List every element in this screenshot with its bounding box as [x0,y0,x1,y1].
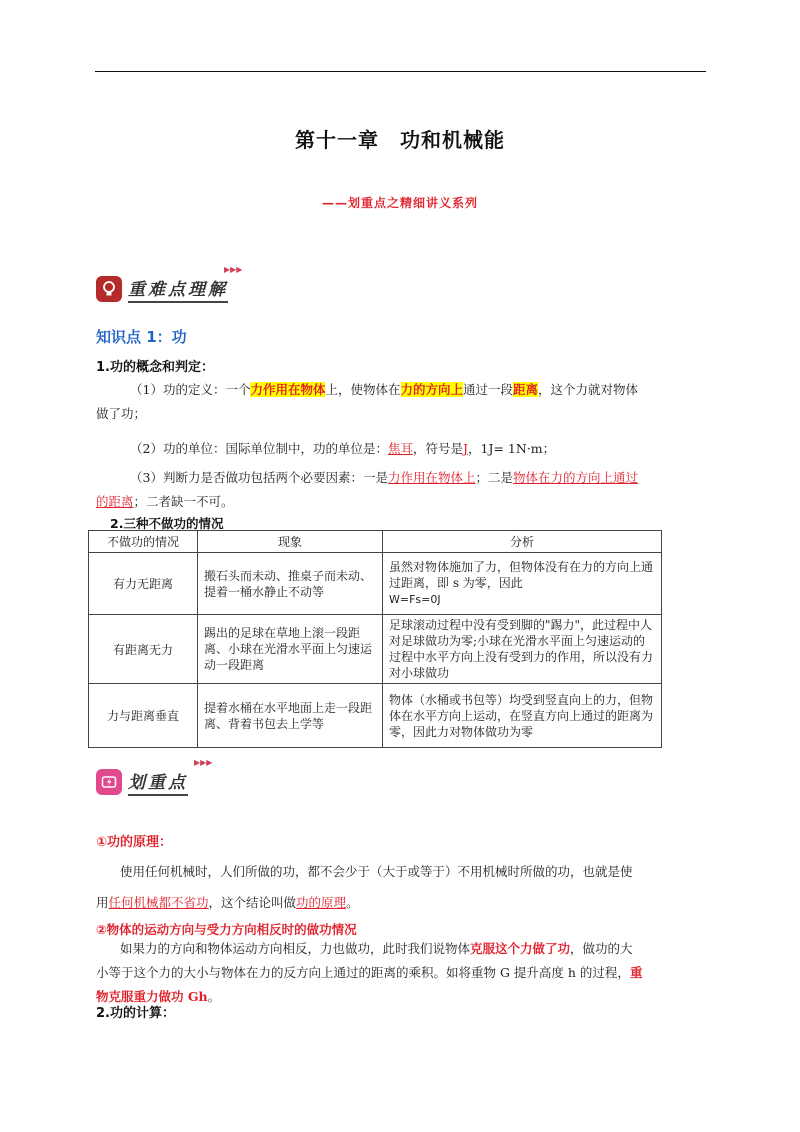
table-cell-phenomenon: 搬石头而未动、推桌子而未动、提着一桶水静止不动等 [198,553,383,615]
table-cell-analysis: 虽然对物体施加了力，但物体没有在力的方向上通过距离，即 s 为零，因此 W=Fs=0J [383,553,662,615]
table-row [89,684,662,748]
paragraph-work-unit: （2）功的单位：国际单位制中，功的单位是：焦耳，符号是J，1J= 1N·m； [130,441,556,456]
table-cell-phenomenon: 踢出的足球在草地上滚一段距离、小球在光滑水平面上匀速运动一段距离 [198,615,383,684]
heading-work-calculation: 2.功的计算： [96,1006,175,1021]
page-subtitle: ——划重点之精细讲义系列 [321,196,478,210]
table-cell-case: 有距离无力 [89,615,198,684]
table-cell-analysis: 足球滚动过程中没有受到脚的"踢力"，此过程中人对足球做功为零;小球在光滑水平面上匀速运动的过程中水平方向上没有受到力的作用，所以没有力对小球做功 [383,615,662,684]
lightning-icon [96,769,122,795]
heading-work-concept: 1.功的概念和判定： [96,360,214,375]
page-title: 第十一章 功和机械能 [295,128,505,152]
heading-opposite-direction: ②物体的运动方向与受力方向相反时的做功情况 [96,922,357,937]
header-rule [95,71,706,72]
table-cell-case: 有力无距离 [89,553,198,615]
paragraph-opposite-direction: 如果力的方向和物体运动方向相反，力也做功，此时我们说物体克服这个力做了功，做功的大 小等于这个力的大小与物体在力的反方向上通过的距离的乘积。如将重物 G 提升高度 h 的过程，重 物克服重力做功 Gh。 [96,941,643,1004]
paragraph-work-factors: （3）判断力是否做功包括两个必要因素：一是力作用在物体上；二是物体在力的方向上通过 的距离；二者缺一不可。 [96,470,639,509]
section-badge-label: 划重点 [128,768,188,796]
section-badge-key-points [96,265,243,303]
table-cell-analysis: 物体（水桶或书包等）均受到竖直向上的力，但物体在水平方向上运动，在竖直方向上通过的距离为零，因此力对物体做功为零 [383,684,662,748]
table-header: 不做功的情况 [89,531,198,553]
paragraph-work-principle: 使用任何机械时，人们所做的功，都不会少于（大于或等于）不用机械时所做的功，也就是使 用任何机械都不省功，这个结论叫做功的原理。 [96,864,633,910]
table-header-row [89,531,662,553]
section-badge-highlights [96,758,213,796]
knowledge-point-title: 知识点 1：功 [96,328,187,346]
section-badge-label: 重难点理解 [128,275,228,303]
table-row [89,553,662,615]
table-cell-phenomenon: 提着水桶在水平地面上走一段距离、背着书包去上学等 [198,684,383,748]
paragraph-work-definition: （1）功的定义：一个力作用在物体上，使物体在力的方向上通过一段距离，这个力就对物体 做了功； [96,382,639,421]
formula: W=Fs=0J [389,593,441,606]
heading-no-work-cases: 2.三种不做功的情况 [110,516,224,531]
heading-work-principle: ①功的原理： [96,835,173,850]
table-header: 现象 [198,531,383,553]
arrows-icon: ▶▶▶ [194,758,213,767]
lightbulb-icon [96,276,122,302]
table-header: 分析 [383,531,662,553]
arrows-icon: ▶▶▶ [224,265,243,274]
table-cell-case: 力与距离垂直 [89,684,198,748]
no-work-table [88,530,662,748]
table-row [89,615,662,684]
